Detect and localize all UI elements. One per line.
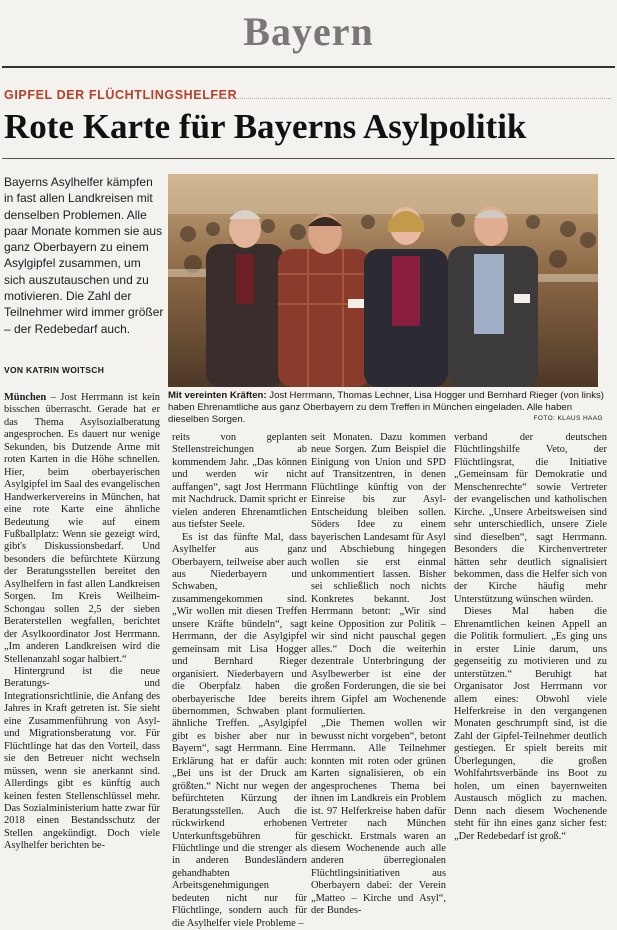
column-3-paragraph-1: seit Monaten. Dazu kommen neue Sorgen. Zum Beispiel die Einigung von Union und SPD auf Transitzentren, in denen Flüchtlinge künftig von der Einreise bis zur Asyl-Entscheidung bleiben sollen. Söders Idee zu einem bayerischen Landesamt für Asyl und Abschiebung hingegen wollen sie erst einmal unkommentiert lassen. Bisher sei schließlich noch nichts Konkretes bekannt. Jost Herrmann betont: „Wir sind keine Opposition zur Politik – wir sind nicht pauschal gegen alles.“ Doch die weiterhin dezentrale Unterbringung der Asylbewerber ist eine der großen Forderungen, die sie bei ihrem Gipfel am Wochenende formulierten. [311, 432, 446, 717]
column-1-text-1: – Jost Herrmann ist kein bisschen überrascht. Gerade hat er das Thema Asylsozialberatung angesprochen. Es dauert nur wenige Sekunden, bis Dutzende Arme mit roten Karten in die Höhe schnellen. Hier, beim oberbayerischen Asylgipfel im Saal des evangelischen Handwerkervereins in München, hat eine rote Karte eine ähnliche Bedeutung wie auf einem Fußballplatz: Wenn sie gezeigt wird, gibt's Diskussionsbedarf. Und besonders die befürchtete Kürzung der Beratungsstellen bereitet den Asylhelfern in fast allen Landkreisen Sorgen. Im Kreis Weilheim-Schongau sollen 2,5 der sieben Beraterstellen wegfallen, berichtet der Asylkoordinator Jost Herrmann. „Im anderen Landkreisen wird die Stellenanzahl sogar halbiert.“ [4, 392, 160, 665]
byline: VON KATRIN WOITSCH [4, 365, 105, 375]
article-photo [168, 174, 598, 387]
kicker-dotted-rule [210, 98, 611, 99]
column-2-paragraph-2: Es ist das fünfte Mal, dass Asylhelfer aus ganz Oberbayern, teilweise aber auch aus Niederbayern und Schwaben, zusammengekommen sind. „Wir wollen mit diesen Treffen unsere Kräfte bündeln“, sagt Herrmann, der die Asylgipfel gemeinsam mit Lisa Hogger und Bernhard Rieger organisiert. Niederbayern und die Oberpfalz haben die oberbayerische Idee bereits übernommen, Schwaben plant ähnliche Treffen. „Asylgipfel gibt es bisher aber nur in Bayern“, sagt Herrmann. Eine Erklärung hat er dafür auch: „Bei uns ist der Druck am größten.“ Nicht nur wegen der befürchteten Kürzung der Beratungsstellen. Auch die rückwirkend erhobenen Unterkunftsgebühren für Flüchtlinge und die strenger als in anderen Bundesländern gehandhabten Arbeitsgenehmigungen bedeuten nicht nur für Flüchtlinge, sondern auch für die Asylhelfer viele Probleme – [172, 531, 307, 929]
kicker: GIPFEL DER FLÜCHTLINGSHELFER [4, 88, 238, 102]
headline-rule [2, 158, 615, 159]
article-column-2 [172, 432, 307, 930]
column-1-paragraph-1 [4, 392, 160, 666]
section-title: Bayern [243, 9, 374, 54]
article-column-1 [4, 392, 160, 853]
caption-text: Jost Herrmann, Thomas Lechner, Lisa Hogger und Bernhard Rieger (von links) haben Ehrenamtliche aus ganz Oberbayern zu dem Treffen in München eingeladen. Alle haben dieselben Sorgen. [168, 390, 604, 425]
section-header [0, 0, 617, 64]
column-4-paragraph-2: Dieses Mal haben die Ehrenamtlichen keinen Appell an die Politik formuliert. „Es ging uns in erster Linie darum, uns gegenseitig zu motivieren und zu unterstützen.“ Beruhigt hat Organisator Jost Herrmann vor allem eines: Obwohl viele Helferkreise in den vergangenen Monaten geschrumpft sind, ist die Zahl der Gipfel-Teilnehmer deutlich gestiegen. Er spielt bereits mit Überlegungen, die großen Wohlfahrtsverbände ins Boot zu holen, um einen bayernweiten Austausch möglich zu machen. Denn nach diesem Wochenende steht für ihn eines ganz sicher fest: „Der Redebedarf ist groß.“ [454, 606, 607, 842]
dateline: München [4, 392, 47, 403]
lead-paragraph: Bayerns Asylhelfer kämpfen in fast allen Landkreisen mit denselben Problemen. Alle paar Monate kommen sie aus ganz Oberbayern zu einem Asylgipfel zusammen, um sich auszutauschen und zu motivieren. Die Zahl der Teilnehmer wird immer größer – der Redebedarf auch. [4, 175, 164, 336]
column-3-paragraph-2: „Die Themen wollen wir bewusst nicht vorgeben“, betont Herrmann. Alle Teilnehmer konnten mit roten oder grünen Karten signalisieren, ob ein angesprochenes Thema bei ihnen im Landkreis ein Problem ist. 97 Helferkreise haben dafür Vertreter nach München geschickt. Erstmals waren an diesem Wochenende auch alle anderen überregionalen Flüchtlingsinitiativen aus Oberbayern dabei: der Verein „Matteo – Kirche und Asyl“, der Bundes- [311, 718, 446, 917]
article-column-3 [311, 432, 446, 918]
column-2-paragraph-1: reits von geplanten Stellenstreichungen ab kommendem Jahr. „Das können und werden wir nicht auffangen“, sagt Jost Herrmann mit Nachdruck. Damit spricht er vielen anderen Ehrenamtlichen aus tiefster Seele. [172, 432, 307, 531]
article-column-4 [454, 432, 607, 843]
headline: Rote Karte für Bayerns Asylpolitik [4, 107, 527, 146]
column-1-paragraph-2: Hintergrund ist die neue Beratungs- und Integrationsrichtlinie, die Anfang des Jahres in Kraft getreten ist. Sie sieht eine Zusammenführung von Asyl- und Migrationsberatung vor. Für Flüchtlinge hat das den Vorteil, dass sie den Betreuer nicht wechseln müssen, wenn sie anerkannt sind. Allerdings gibt es künftig auch keinen festen Stellenschlüssel mehr. Das Sozialministerium hatte zwar für 2018 einen Bestandsschutz der Stellen angekündigt. Doch viele Asylhelfer berichten be- [4, 665, 160, 852]
section-rule [2, 66, 615, 68]
photo-credit: FOTO: KLAUS HAAG [533, 415, 603, 422]
caption-lead: Mit vereinten Kräften: [168, 390, 267, 401]
column-4-paragraph-1: verband der deutschen Flüchtlingshilfe Veto, der Flüchtlingsrat, die Initiative „Gemeinsam für Demokratie und Menschenrechte“ sowie Vertreter der evangelischen und katholischen Kirche. „Unsere Arbeitsweisen sind sehr unterschiedlich, unsere Ziele sind dieselben“, sagt Herrmann. Besonders die Kirchenvertreter hätten sehr deutlich signalisiert bekommen, dass die Helfer sich von der Kirche häufig mehr Unterstützung wünschen würden. [454, 432, 607, 605]
